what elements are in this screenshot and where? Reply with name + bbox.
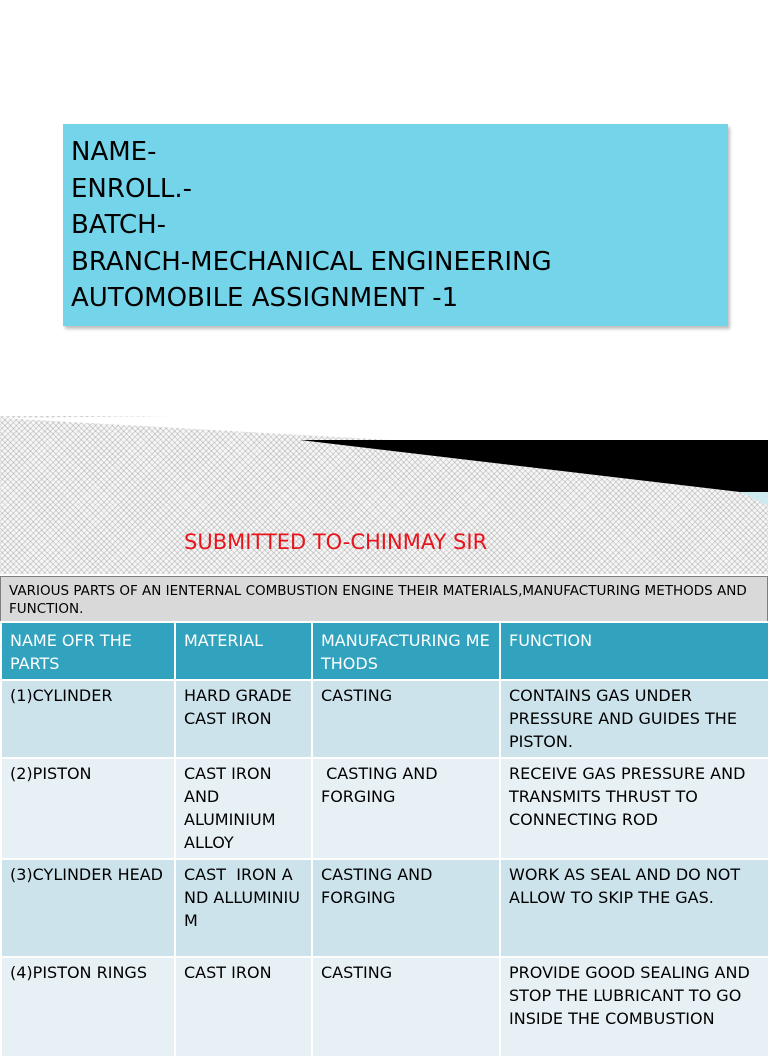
- submitted-to-text: SUBMITTED TO-CHINMAY SIR: [184, 530, 488, 554]
- method-cell: CASTING AND FORGING: [312, 758, 500, 859]
- branch-line: BRANCH-MECHANICAL ENGINEERING: [71, 246, 552, 277]
- material-cell: CAST IRON: [175, 957, 312, 1057]
- part-name-cell: (2)PISTON: [1, 758, 175, 859]
- table-caption: VARIOUS PARTS OF AN IENTERNAL COMBUSTION ENGINE THEIR MATERIALS,MANUFACTURING METHODS AND FUNCTION.: [0, 576, 768, 622]
- method-cell: CASTING: [312, 680, 500, 758]
- assignment-line: AUTOMOBILE ASSIGNMENT -1: [71, 283, 459, 313]
- part-name-cell: (4)PISTON RINGS: [1, 957, 175, 1057]
- header-part-name: NAME OFR THE PARTS: [1, 622, 175, 680]
- name-line: NAME-: [71, 137, 157, 167]
- method-cell: CASTING: [312, 957, 500, 1057]
- material-cell: HARD GRADE CAST IRON: [175, 680, 312, 758]
- header-material: MATERIAL: [175, 622, 312, 680]
- method-cell: CASTING AND FORGING: [312, 859, 500, 957]
- engine-parts-table: [0, 621, 768, 1058]
- function-cell: CONTAINS GAS UNDER PRESSURE AND GUIDES THE PISTON.: [500, 680, 768, 758]
- batch-line: BATCH-: [71, 210, 167, 240]
- header-manufacturing: MANUFACTURING METHODS: [312, 622, 500, 680]
- header-function: FUNCTION: [500, 622, 768, 680]
- function-cell: RECEIVE GAS PRESSURE AND TRANSMITS THRUST TO CONNECTING ROD: [500, 758, 768, 859]
- function-cell: PROVIDE GOOD SEALING AND STOP THE LUBRICANT TO GO INSIDE THE COMBUSTION: [500, 957, 768, 1057]
- enroll-line: ENROLL.-: [71, 173, 193, 204]
- table-row: [1, 957, 768, 1057]
- function-cell: WORK AS SEAL AND DO NOT ALLOW TO SKIP THE GAS.: [500, 859, 768, 957]
- table-row: [1, 680, 768, 758]
- material-cell: CAST IRON AND ALLUMINIUM: [175, 859, 312, 957]
- part-name-cell: (3)CYLINDER HEAD: [1, 859, 175, 957]
- table-header-row: [1, 622, 768, 680]
- decorative-ribbon: [0, 410, 768, 520]
- material-cell: CAST IRON AND ALUMINIUM ALLOY: [175, 758, 312, 859]
- title-block: [63, 124, 728, 326]
- table-row: [1, 859, 768, 957]
- table-row: [1, 758, 768, 859]
- part-name-cell: (1)CYLINDER: [1, 680, 175, 758]
